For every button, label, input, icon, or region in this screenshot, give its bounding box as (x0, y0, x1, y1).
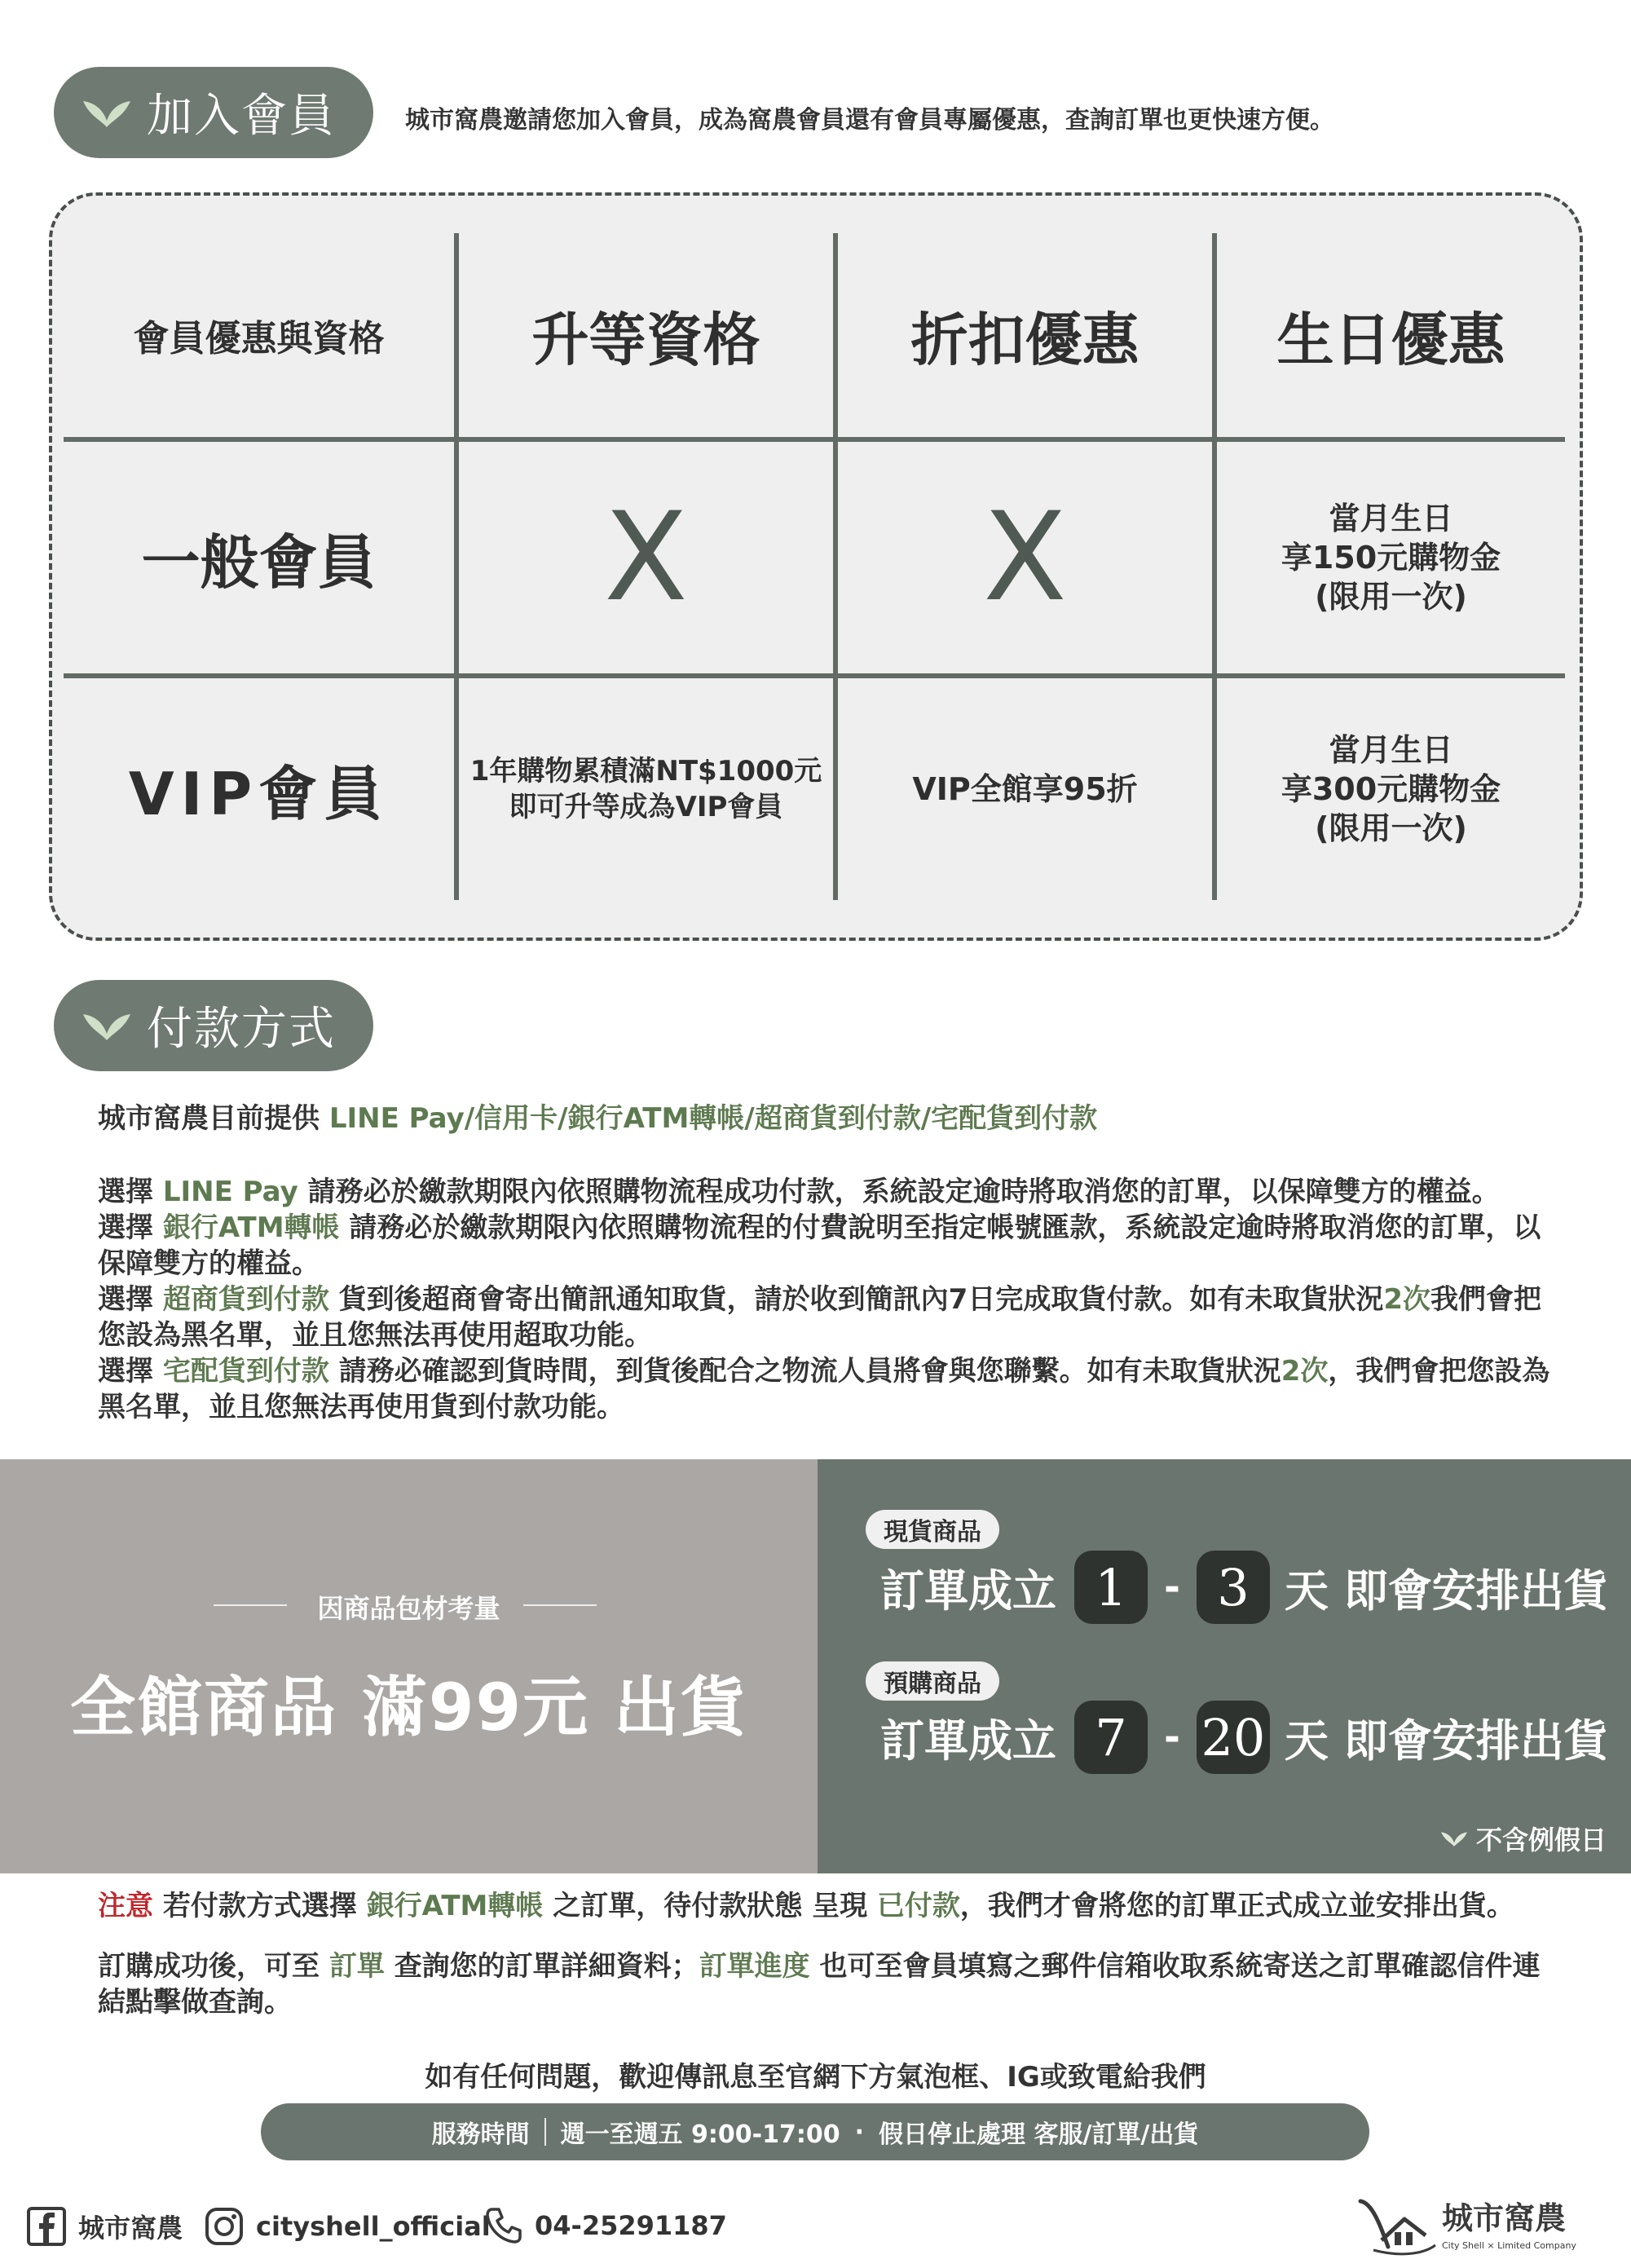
table-cell: 1年購物累積滿NT$1000元 即可升等成為VIP會員 (469, 755, 822, 823)
holiday-note: 假日停止處理 客服/訂單/出貨 (879, 2120, 1199, 2149)
table-header-cell: 生日優惠 (1276, 306, 1505, 373)
preorder-tag: 預購商品 (866, 1661, 999, 1701)
svg-text:City Shell × Limited Company: City Shell × Limited Company (1442, 2240, 1576, 2251)
preorder-max-days: 20 (1197, 1701, 1270, 1774)
instagram-link[interactable]: cityshell_official (204, 2206, 491, 2247)
payment-cvs: 選擇 超商貨到付款 貨到後超商會寄出簡訊通知取貨，請於收到簡訊內7日完成取貨付款。如有未取貨狀況2次我們會把您設為黑名單，並且您無法再使用超取功能。 (98, 1283, 1542, 1352)
preorder-shipping-line: 訂單成立 7 - 20 天 即會安排出貨 (880, 1701, 1608, 1774)
table-header-cell: 升等資格 (531, 306, 760, 373)
table-cell: VIP全館享95折 (912, 771, 1138, 807)
membership-section-pill (54, 67, 373, 158)
divider (544, 2118, 546, 2146)
table-header-cell: 折扣優惠 (910, 306, 1139, 373)
leaf-icon (82, 96, 132, 129)
membership-title: 加入會員 (147, 90, 336, 143)
instagram-icon (204, 2206, 245, 2247)
leaf-icon (82, 1009, 132, 1042)
shipping-headline: 全館商品 滿99元 出貨 (69, 1670, 748, 1745)
payment-note: 注意 若付款方式選擇 銀行ATM轉帳 之訂單，待付款狀態 呈現 已付款，我們才會將您的訂單正式成立並安排出貨。 (98, 1890, 1514, 1922)
decor-line (523, 1604, 597, 1606)
payment-offer: 城市窩農目前提供 LINE Pay/信用卡/銀行ATM轉帳/超商貨到付款/宅配貨到付款 (98, 1102, 1098, 1135)
payment-atm: 選擇 銀行ATM轉帳 請務必於繳款期限內依照購物流程的付費說明至指定帳號匯款，系統設定逾時將取消您的訂單，以保障雙方的權益。 (98, 1211, 1541, 1280)
preorder-min-days: 7 (1074, 1701, 1148, 1774)
not-available-mark: X (983, 487, 1067, 629)
membership-intro: 城市窩農邀請您加入會員，成為窩農會員還有會員專屬優惠，查詢訂單也更快速方便。 (405, 106, 1334, 135)
payment-title: 付款方式 (147, 1003, 336, 1056)
stock-shipping-line: 訂單成立 1 - 3 天 即會安排出貨 (880, 1551, 1608, 1624)
stock-tag: 現貨商品 (866, 1510, 999, 1549)
phone-link[interactable]: 04-25291187 (484, 2206, 727, 2245)
phone-icon (484, 2206, 523, 2245)
exclude-holidays-note: 不含例假日 (1440, 1820, 1607, 1857)
service-hours: 週一至週五 9:00-17:00 (560, 2120, 840, 2149)
payment-section-pill (54, 980, 373, 1071)
payment-linepay: 選擇 LINE Pay 請務必於繳款期限內依照購物流程成功付款，系統設定逾時將取消您的訂單，以保障雙方的權益。 (98, 1176, 1500, 1208)
shipping-consider-text: 因商品包材考量 (317, 1593, 500, 1624)
table-header-cell: 會員優惠與資格 (133, 318, 385, 360)
payment-home-delivery: 選擇 宅配貨到付款 請務必確認到貨時間，到貨後配合之物流人員將會與您聯繫。如有未取貨狀況2次，我們會把您設為黑名單，並且您無法再使用貨到付款功能。 (98, 1355, 1550, 1423)
facebook-link[interactable]: 城市窩農 (26, 2206, 183, 2247)
table-cell: 當月生日 享300元購物金 (限用一次) (1281, 732, 1501, 846)
stock-min-days: 1 (1074, 1551, 1148, 1624)
service-hours-bar: 服務時間 週一至週五 9:00-17:00 · 假日停止處理 客服/訂單/出貨 (261, 2103, 1369, 2160)
not-available-mark: X (604, 487, 688, 629)
order-query-note: 訂購成功後，可至 訂單 查詢您的訂單詳細資料；訂單進度 也可至會員填寫之郵件信箱收取系統寄送之訂單確認信件連結點擊做查詢。 (98, 1950, 1541, 2019)
table-row-label: VIP會員 (128, 760, 390, 828)
table-row-label: 一般會員 (141, 528, 377, 597)
service-label: 服務時間 (431, 2120, 530, 2149)
stock-max-days: 3 (1197, 1551, 1270, 1624)
svg-text:城市窩農: 城市窩農 (1442, 2200, 1567, 2236)
leaf-icon (1440, 1829, 1468, 1847)
city-shell-logo (1357, 2191, 1618, 2257)
table-cell: 當月生日 享150元購物金 (限用一次) (1281, 501, 1501, 615)
contact-message: 如有任何問題，歡迎傳訊息至官網下方氣泡框、IG或致電給我們 (425, 2061, 1206, 2094)
facebook-icon (26, 2206, 67, 2247)
